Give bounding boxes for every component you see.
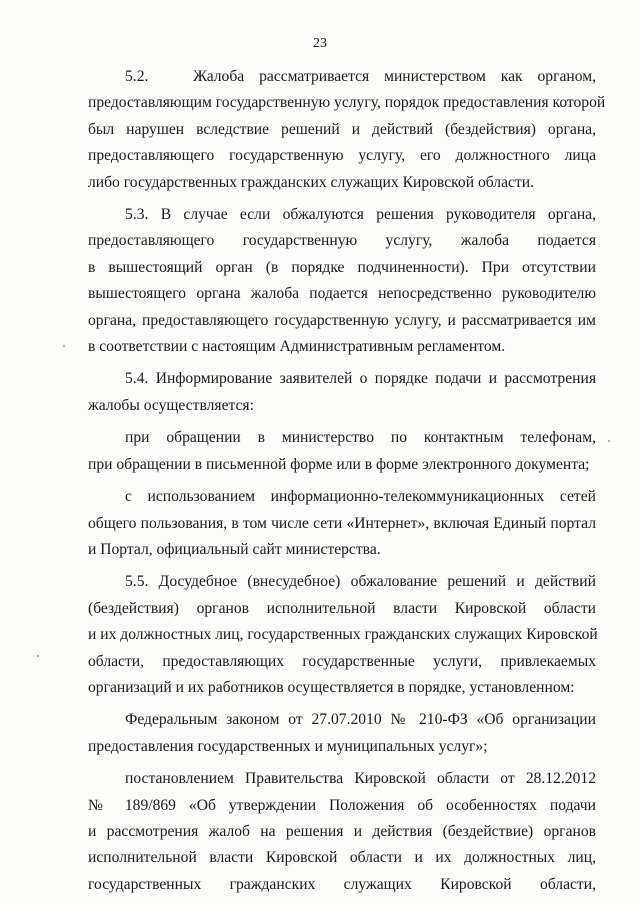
page-number: 23 xyxy=(313,36,327,51)
paragraph xyxy=(88,366,596,419)
paragraph xyxy=(88,64,606,196)
text-line: при обращении в министерство по контактным телефонам, xyxy=(125,429,596,447)
text-line: 5.2. Жалоба рассматривается министерством как органом, xyxy=(125,68,596,85)
text-line: предоставления государственных и муниципальных услуг»; xyxy=(88,737,488,755)
text-line: организаций и их работников осуществляется в порядке, установленном: xyxy=(88,678,575,696)
text-line: Федеральным законом от 27.07.2010 № 210-ФЗ «Об организации xyxy=(125,711,596,729)
text-line: государственных гражданских служащих Кировской области, xyxy=(88,875,596,893)
paragraph xyxy=(88,569,596,701)
paragraph xyxy=(88,766,596,898)
paragraph xyxy=(88,484,596,563)
text-line: предоставляющего государственную услугу, жалоба подается xyxy=(88,232,596,250)
text-line: был нарушен вследствие решений и действий (бездействия) органа, xyxy=(88,120,596,138)
document-body xyxy=(88,64,606,898)
paragraph xyxy=(88,707,596,760)
scan-speck xyxy=(37,655,39,657)
text-line: жалобы осуществляется: xyxy=(88,396,254,414)
text-line: либо государственных гражданских служащих Кировской области. xyxy=(88,173,534,191)
text-line: в соответствии с настоящим Административным регламентом. xyxy=(88,338,506,356)
text-line: предоставляющего государственную услугу, его должностного лица xyxy=(88,147,596,165)
text-line: и рассмотрения жалоб на решения и действия (бездействие) органов xyxy=(88,822,596,840)
paragraph xyxy=(88,425,596,478)
text-line: с использованием информационно-телекоммуникационных сетей xyxy=(125,488,596,506)
text-line: в вышестоящий орган (в порядке подчиненности). При отсутствии xyxy=(88,258,596,276)
text-line: 5.4. Информирование заявителей о порядке подачи и рассмотрения xyxy=(125,370,596,388)
text-line: предоставляющим государственную услугу, порядок предоставления которой xyxy=(88,94,606,112)
scan-speck xyxy=(63,345,65,347)
text-line: области, предоставляющих государственные услуги, привлекаемых xyxy=(88,652,596,670)
text-line: общего пользования, в том числе сети «Интернет», включая Единый портал xyxy=(88,514,596,532)
text-line: и Портал, официальный сайт министерства. xyxy=(88,540,381,558)
text-line: постановлением Правительства Кировской области от 28.12.2012 xyxy=(125,770,596,788)
text-line: исполнительной власти Кировской области и их должностных лиц, xyxy=(88,849,596,867)
text-line: (бездействия) органов исполнительной власти Кировской области xyxy=(88,599,596,617)
text-line: органа, предоставляющего государственную услугу, и рассматривается им xyxy=(88,311,596,329)
text-line: при обращении в письменной форме или в форме электронного документа; xyxy=(88,455,590,473)
text-line: вышестоящего органа жалоба подается непосредственно руководителю xyxy=(88,285,596,303)
scan-speck xyxy=(608,440,610,442)
text-line: и их должностных лиц, государственных гражданских служащих Кировской xyxy=(88,626,598,644)
text-line: 5.5. Досудебное (внесудебное) обжалование решений и действий xyxy=(125,573,596,591)
paragraph xyxy=(88,202,596,360)
text-line: 5.3. В случае если обжалуются решения руководителя органа, xyxy=(125,206,596,224)
text-line: № 189/869 «Об утверждении Положения об особенностях подачи xyxy=(88,796,596,814)
